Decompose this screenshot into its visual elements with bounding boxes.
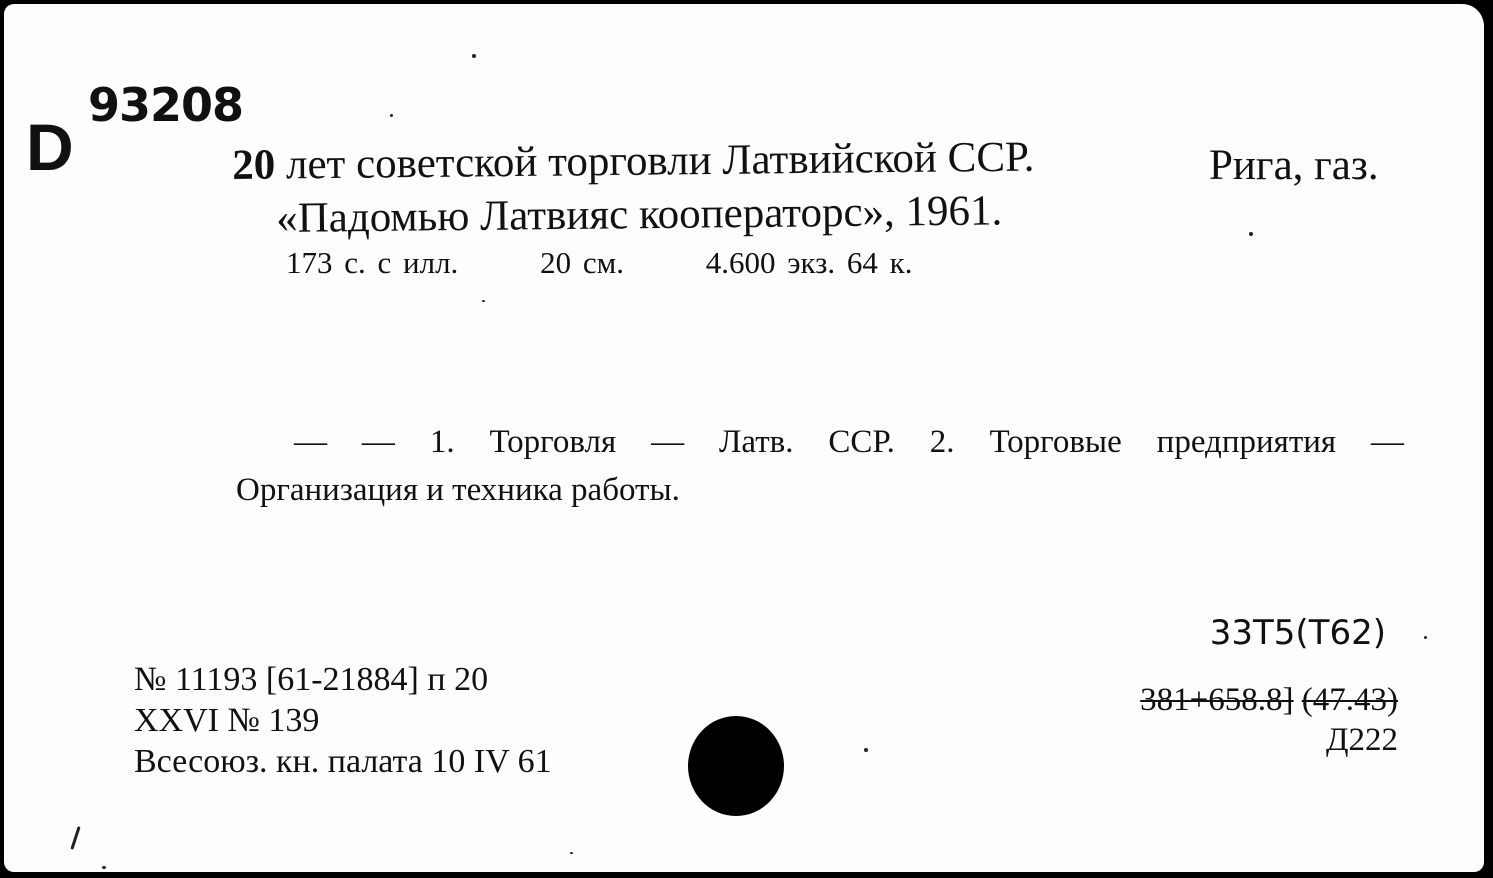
registration-line-2: XXVI № 139 [134, 702, 320, 739]
library-catalog-card [4, 4, 1484, 872]
registration-line-1: № 11193 [61-21884] п 20 [134, 661, 489, 698]
ink-speck [864, 748, 868, 752]
ink-speck [482, 300, 485, 302]
publisher-line: «Падомью Латвияс кооператорс», 1961. [275, 187, 1003, 242]
registration-line-3: Всесоюз. кн. палата 10 IV 61 [134, 743, 552, 780]
catalog-number: 93208 [88, 78, 244, 132]
title-number: 20 [231, 141, 276, 189]
registration-info [134, 659, 552, 782]
ink-speck [1424, 636, 1427, 639]
catalog-letter: D [26, 110, 74, 184]
ink-speck [472, 54, 476, 58]
struck-index: 381+658.8] [1140, 682, 1294, 718]
struck-index-paren: (47.43) [1301, 682, 1398, 718]
punch-hole [688, 716, 784, 816]
pages: 173 с. с илл. [286, 245, 459, 280]
ink-speck [570, 852, 573, 854]
title-line [231, 133, 1035, 189]
publication-place: Рига, газ. [1209, 142, 1379, 189]
author-mark: Д222 [1325, 722, 1398, 758]
size: 20 см. [540, 245, 624, 280]
subject-line-1: — — 1. Торговля — Латв. ССР. 2. Торговые предприятия — [294, 424, 1404, 460]
ink-speck [70, 826, 80, 850]
handwritten-classification: 33Т5(Т62) [1209, 613, 1386, 653]
subject-headings [236, 418, 1404, 514]
classification-block [1078, 613, 1398, 766]
classification-index [1140, 684, 1398, 717]
subject-line-2: Организация и техника работы. [236, 472, 680, 508]
ink-speck [102, 866, 106, 869]
physical-description [286, 247, 912, 278]
ink-speck [390, 114, 393, 117]
ink-speck [1249, 232, 1253, 236]
print-run-price: 4.600 экз. 64 к. [705, 245, 913, 280]
title-text: лет советской торговли Латвийской ССР. [285, 133, 1035, 189]
